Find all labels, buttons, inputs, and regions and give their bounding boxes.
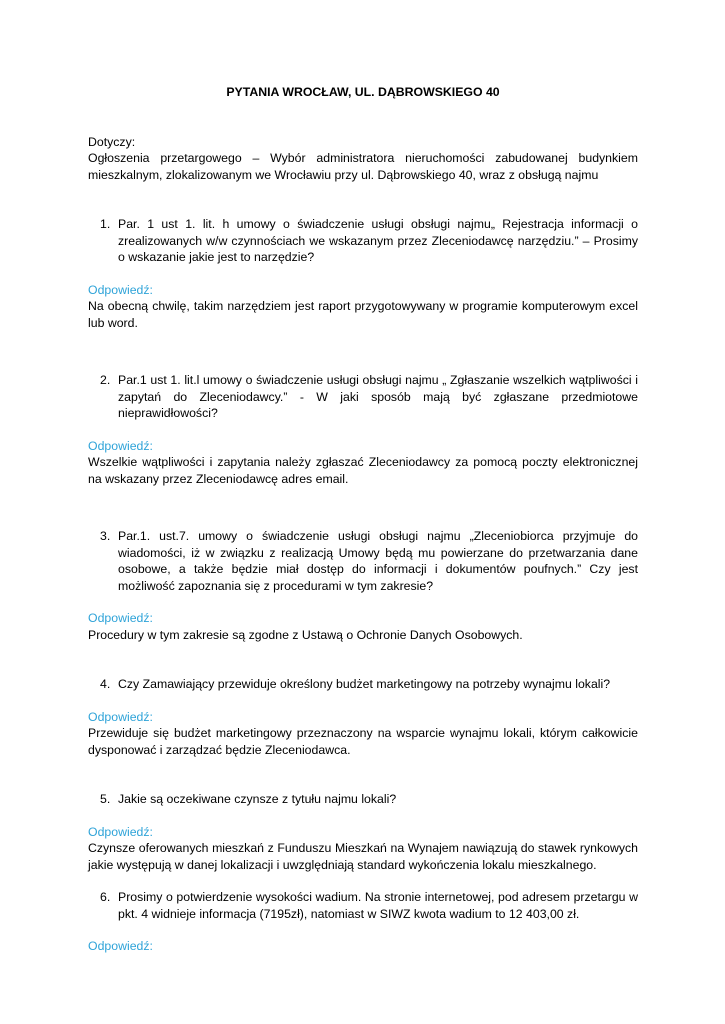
answer-label: Odpowiedź: xyxy=(88,438,153,453)
question-text: Par.1. ust.7. umowy o świadczenie usługi obsługi najmu „Zleceniobiorca przyjmuje do wiadomości, iż w związku z realizacją Umowy będą mu powierzane do przetwarzania dane osobowe, a także będzie miał dostęp do informacji i dokumentów poufnych.” Czy jest możliwość zapoznania się z procedurami w tym zakresie? xyxy=(118,529,638,593)
question-text: Par. 1 ust 1. lit. h umowy o świadczenie usługi obsługi najmu„ Rejestracja informacji o zrealizowanych w/w czynnościach we wskazanym przez Zleceniodawcę narzędziu.” – Prosimy o wskazanie jakie jest to narzędzie? xyxy=(118,217,638,264)
question-number: 2. xyxy=(100,373,111,387)
qa-item-4 xyxy=(88,676,638,758)
question-number: 3. xyxy=(100,529,111,543)
answer-label: Odpowiedź: xyxy=(88,824,153,839)
answer-text: Czynsze oferowanych mieszkań z Funduszu Mieszkań na Wynajem nawiązują do stawek rynkowych jakie występują w danej lokalizacji i uwzględniają standard wykończenia lokalu mieszkalnego. xyxy=(88,841,638,872)
question-number: 6. xyxy=(100,890,111,904)
question-number: 5. xyxy=(100,792,111,806)
answer-text: Na obecną chwilę, takim narzędziem jest raport przygotowywany w programie komputerowym excel lub word. xyxy=(88,299,638,330)
concerns-text: Ogłoszenia przetargowego – Wybór administratora nieruchomości zabudowanej budynkiem mieszkalnym, zlokalizowanym we Wrocławiu przy ul. Dąbrowskiego 40, wraz z obsługą najmu xyxy=(88,151,638,182)
question-number: 4. xyxy=(100,677,111,691)
answer-label: Odpowiedź: xyxy=(88,282,153,297)
question-2 xyxy=(88,372,638,422)
question-4 xyxy=(88,676,638,693)
answer-text: Przewiduje się budżet marketingowy przeznaczony na wsparcie wynajmu lokali, którym całkowicie dysponować i zarządzać będzie Zleceniodawca. xyxy=(88,726,638,757)
question-5 xyxy=(88,791,638,808)
qa-item-6 xyxy=(88,889,638,955)
document-page xyxy=(88,84,638,955)
qa-item-2 xyxy=(88,372,638,487)
question-number: 1. xyxy=(100,217,111,231)
qa-item-5 xyxy=(88,791,638,873)
question-text: Czy Zamawiający przewiduje określony budżet marketingowy na potrzeby wynajmu lokali? xyxy=(118,677,611,691)
answer-label: Odpowiedź: xyxy=(88,939,153,953)
answer-label: Odpowiedź: xyxy=(88,611,153,625)
answer-text: Wszelkie wątpliwości i zapytania należy zgłaszać Zleceniodawcy za pomocą poczty elektronicznej na wskazany przez Zleceniodawcę adres email. xyxy=(88,455,638,486)
question-6 xyxy=(88,889,638,922)
concerns-label: Dotyczy: xyxy=(88,134,136,149)
question-3 xyxy=(88,528,638,594)
document-title: PYTANIA WROCŁAW, UL. DĄBROWSKIEGO 40 xyxy=(226,85,500,99)
answer-text: Procedury w tym zakresie są zgodne z Ustawą o Ochronie Danych Osobowych. xyxy=(88,627,523,642)
answer-label: Odpowiedź: xyxy=(88,709,153,724)
question-text: Prosimy o potwierdzenie wysokości wadium. Na stronie internetowej, pod adresem przetargu w pkt. 4 widnieje informacja (7195zł), natomiast w SIWZ kwota wadium to 12 403,00 zł. xyxy=(118,890,638,921)
question-text: Par.1 ust 1. lit.l umowy o świadczenie usługi obsługi najmu „ Zgłaszanie wszelkich wątpliwości i zapytań do Zleceniodawcy.” - W jaki sposób mają być zgłaszane przedmiotowe nieprawidłowości? xyxy=(118,373,638,420)
question-1 xyxy=(88,216,638,266)
qa-item-3 xyxy=(88,528,638,643)
qa-item-1 xyxy=(88,216,638,331)
question-text: Jakie są oczekiwane czynsze z tytułu najmu lokali? xyxy=(118,792,397,806)
